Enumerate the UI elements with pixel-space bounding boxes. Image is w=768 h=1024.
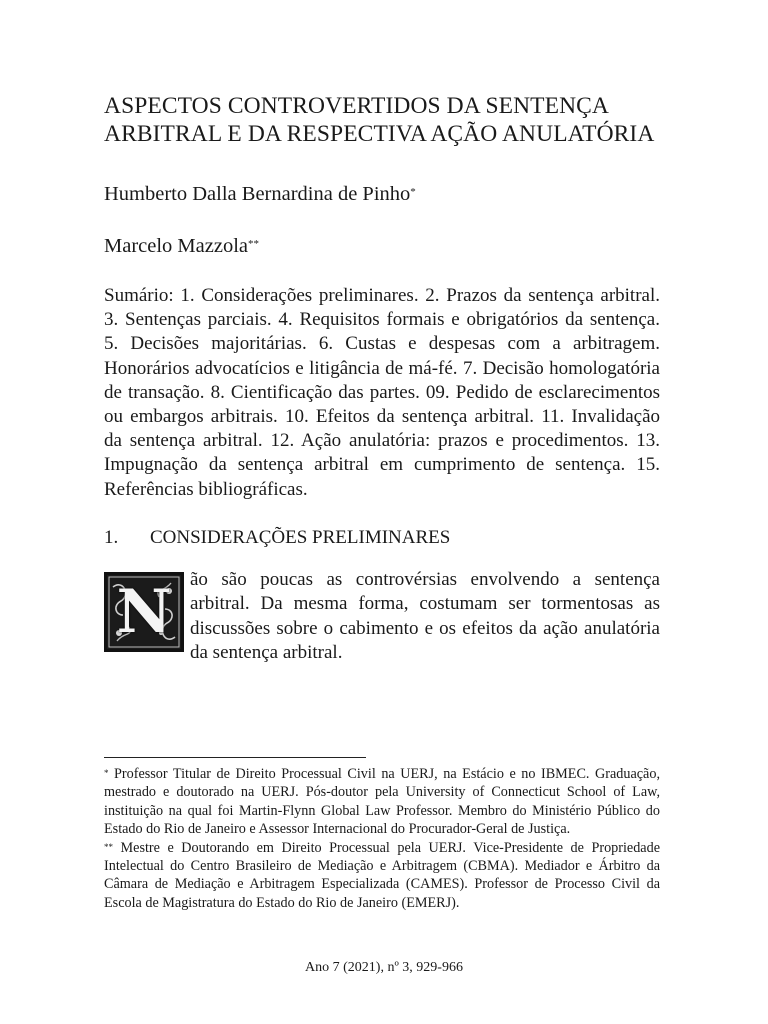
page-footer: Ano 7 (2021), nº 3, 929-966 (305, 960, 463, 975)
author-name: Humberto Dalla Bernardina de Pinho* (104, 183, 416, 205)
section-title: CONSIDERAÇÕES PRELIMINARES (150, 526, 451, 548)
intro-text: ão são poucas as controvérsias envolvendo a sentença arbitral. Da mesma forma, costumam ser tormentosas as discussões sobre o cabimento e os efeitos da ação anulatória da sentença arbitral. (190, 568, 660, 664)
footnote: ** Mestre e Doutorando em Direito Processual pela UERJ. Vice-Presidente de Propriedade Intelectual do Centro Brasileiro de Mediação e Arbitragem (CBMA). Mediador e Árbitro da Câmara de Mediação e Arbitragem Especializada (CAMES). Professor de Processo Civil da Escola de Magistratura do Estado do Rio de Janeiro (EMERJ). (104, 839, 660, 911)
intro-paragraph (104, 568, 660, 666)
author-name: Marcelo Mazzola** (104, 235, 259, 257)
table-of-contents-summary: Sumário: 1. Considerações preliminares. 2. Prazos da sentença arbitral. 3. Sentenças parciais. 4. Requisitos formais e obrigatórios da sentença. 5. Decisões majoritárias. 6. Custas e despesas com a arbitragem. Honorários advocatícios e litigância de má-fé. 7. Decisão homologatória de transação. 8. Cientificação das partes. 09. Pedido de esclarecimentos ou embargos arbitrais. 10. Efeitos da sentença arbitral. 11. Invalidação da sentença arbitral. 12. Ação anulatória: prazos e procedimentos. 13. Impugnação da sentença arbitral em cumprimento de sentença. 15. Referências bibliográficas. (104, 285, 660, 500)
footnote-mark: * (104, 768, 109, 778)
article-title: ASPECTOS CONTROVERTIDOS DA SENTENÇA ARBITRAL E DA RESPECTIVA AÇÃO ANULATÓRIA (104, 93, 655, 147)
footnote-marker[interactable]: * (410, 186, 416, 198)
footnote: * Professor Titular de Direito Processual Civil na UERJ, na Estácio e no IBMEC. Graduação, mestrado e doutorado na UERJ. Pós-doutor pela University of Connecticut School of Law, instituição na qual foi Martin-Flynn Global Law Professor. Membro do Ministério Público do Estado do Rio de Janeiro e Assessor Internacional do Procurador-Geral de Justiça. (104, 766, 660, 838)
ornamental-dropcap (104, 572, 184, 652)
article-body (104, 92, 660, 666)
section-heading (104, 526, 660, 550)
footnote-marker[interactable]: ** (248, 238, 259, 250)
dropcap-letter: N (116, 576, 172, 647)
footnote-divider (104, 757, 366, 758)
footnotes (104, 765, 660, 912)
footnote-mark: ** (104, 841, 113, 852)
section-number: 1. (104, 526, 119, 548)
